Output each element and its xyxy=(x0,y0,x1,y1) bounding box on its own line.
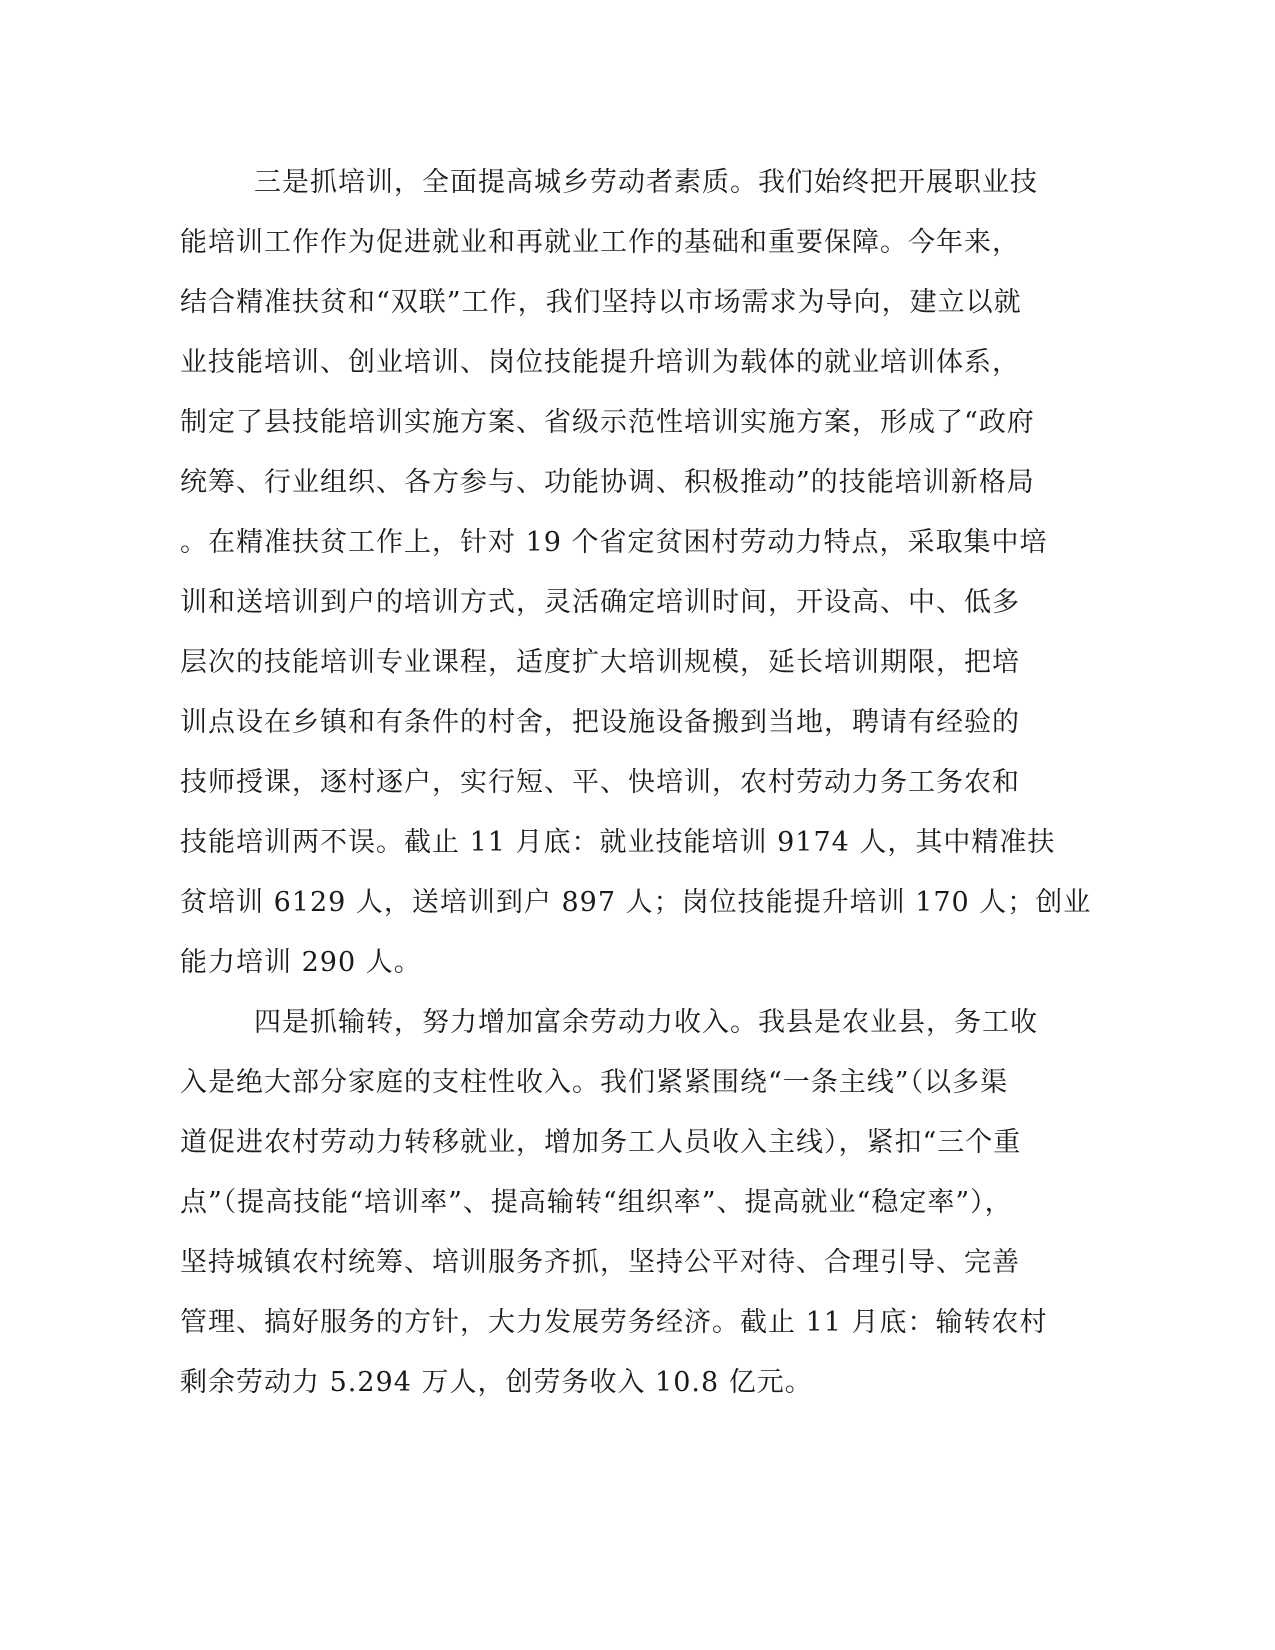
text-line: 能培训工作作为促进就业和再就业工作的基础和重要保障。今年来， xyxy=(180,227,1020,258)
text-line: 技师授课，逐村逐户，实行短、平、快培训，农村劳动力务工务农和 xyxy=(180,767,1020,798)
body-text xyxy=(180,160,1092,1420)
text-line: 贫培训 6129 人，送培训到户 897 人；岗位技能提升培训 170 人；创业 xyxy=(180,887,1092,918)
paragraph-labor-transfer xyxy=(180,1000,1048,1420)
text-line: 结合精准扶贫和“双联”工作，我们坚持以市场需求为导向，建立以就 xyxy=(180,287,1022,318)
paragraph-training xyxy=(180,160,1092,1000)
text-line: 入是绝大部分家庭的支柱性收入。我们紧紧围绕“一条主线”（以多渠 xyxy=(180,1067,1009,1098)
text-line: 能力培训 290 人。 xyxy=(180,947,422,978)
text-line: 三是抓培训，全面提高城乡劳动者素质。我们始终把开展职业技 xyxy=(254,167,1038,198)
text-line: 层次的技能培训专业课程，适度扩大培训规模，延长培训期限，把培 xyxy=(180,647,1020,678)
text-line: 业技能培训、创业培训、岗位技能提升培训为载体的就业培训体系， xyxy=(180,347,1020,378)
text-line: 剩余劳动力 5.294 万人，创劳务收入 10.8 亿元。 xyxy=(180,1367,813,1398)
text-line: 技能培训两不误。截止 11 月底：就业技能培训 9174 人，其中精准扶 xyxy=(180,827,1056,858)
text-line: 道促进农村劳动力转移就业，增加务工人员收入主线），紧扣“三个重 xyxy=(180,1127,1022,1158)
text-line: 训和送培训到户的培训方式，灵活确定培训时间，开设高、中、低多 xyxy=(180,587,1020,618)
text-line: 点”（提高技能“培训率”、提高输转“组织率”、提高就业“稳定率”）， xyxy=(180,1187,1013,1218)
text-line: 。在精准扶贫工作上，针对 19 个省定贫困村劳动力特点，采取集中培 xyxy=(180,527,1048,558)
text-line: 坚持城镇农村统筹、培训服务齐抓，坚持公平对待、合理引导、完善 xyxy=(180,1247,1020,1278)
text-line: 训点设在乡镇和有条件的村舍，把设施设备搬到当地，聘请有经验的 xyxy=(180,707,1020,738)
text-line: 统筹、行业组织、各方参与、功能协调、积极推动”的技能培训新格局 xyxy=(180,467,1035,498)
text-line: 四是抓输转，努力增加富余劳动力收入。我县是农业县，务工收 xyxy=(254,1007,1038,1038)
text-line: 制定了县技能培训实施方案、省级示范性培训实施方案，形成了“政府 xyxy=(180,407,1035,438)
text-line: 管理、搞好服务的方针，大力发展劳务经济。截止 11 月底：输转农村 xyxy=(180,1307,1048,1338)
